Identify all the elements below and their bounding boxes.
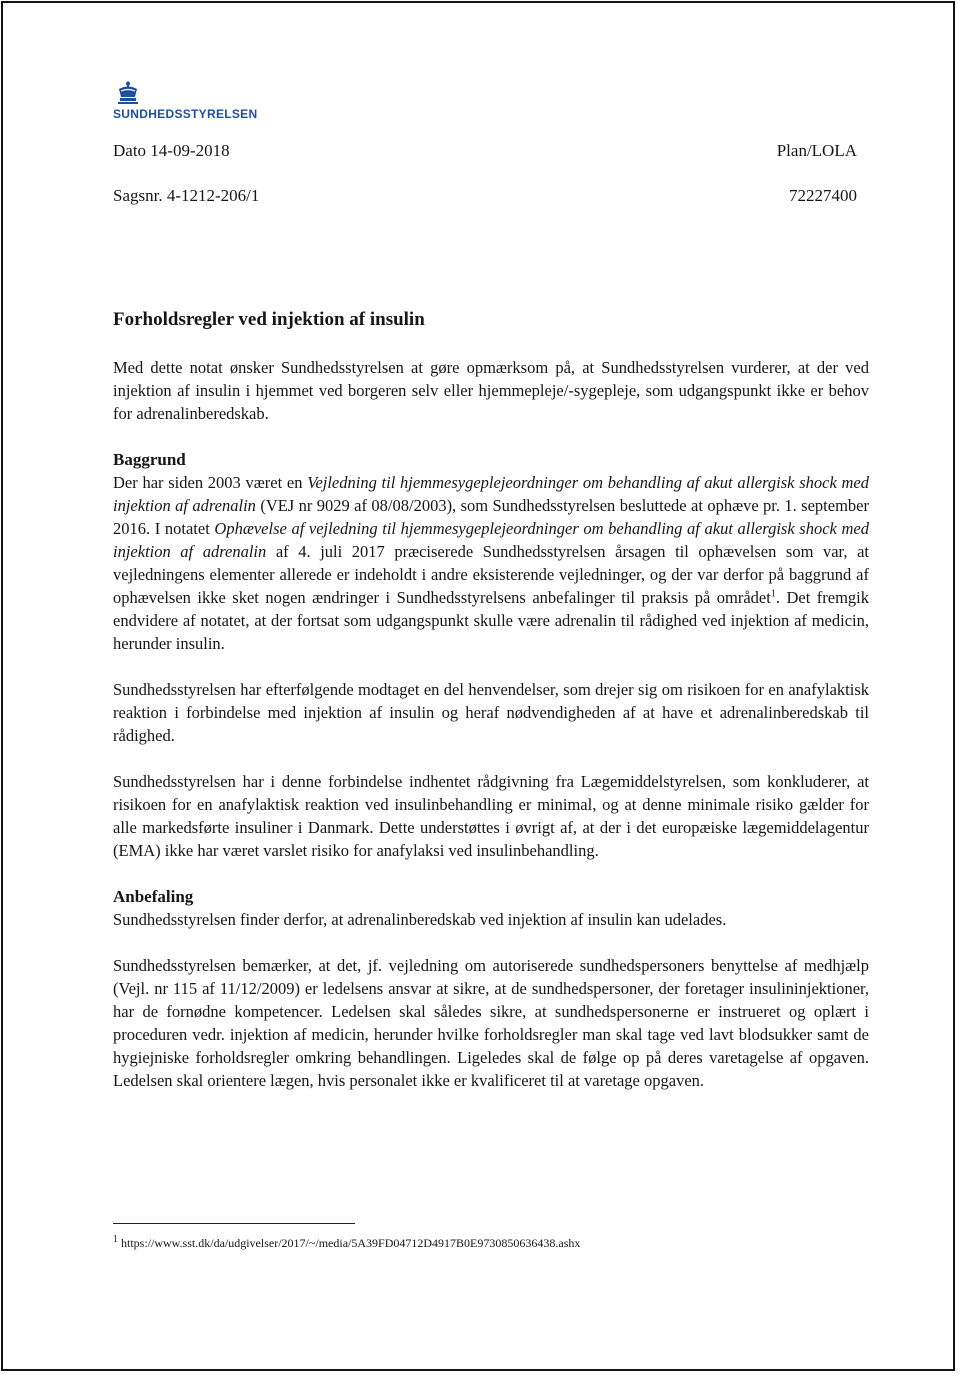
guideline-title-1: Vejledning til hjemmesygeplejeordninger om behandling af akut allergisk shock med injektion af adrenalin — [113, 473, 869, 515]
document-title: Forholdsregler ved injektion af insulin — [113, 309, 425, 330]
case-number: Sagsnr. 4-1212-206/1 — [113, 186, 260, 205]
anbefaling-paragraph-2: Sundhedsstyrelsen bemærker, at det, jf. vejledning om autoriserede sundhedspersoners benyttelse af medhjælp (Vejl. nr 115 af 11/12/2009) er ledelsens ansvar at sikre, at de sundhedspersoner, der foretager insulininjektioner, har de fornødne kompetencer. Ledelsen skal således sikre, at sundhedspersonerne er instrueret og oplært i proceduren vedr. injektion af medicin, herunder hvilke forholdsregler man skal tage ved lavt blodsukker samt de hygiejniske forholdsregler omkring behandlingen. Ligeledes skal de følge op på deres varetagelse af opgaven. Ledelsen skal orientere lægen, hvis personalet ikke er kvalificeret til at varetage opgaven. — [113, 956, 869, 1090]
document-unit: Plan/LOLA — [776, 141, 857, 160]
anbefaling-paragraph-1: Sundhedsstyrelsen finder derfor, at adrenalinberedskab ved injektion af insulin kan udelades. — [113, 910, 727, 929]
footnote: $^1$ https://www.sst.dk/da/udgivelser/2017/~/media/5A39FD04712D4917B0E9730850636438.ashx — [113, 1234, 581, 1250]
heading-anbefaling: Anbefaling — [113, 887, 194, 906]
sundhedsstyrelsen-logo — [113, 81, 257, 121]
footnote-url: https://www.sst.dk/da/udgivelser/2017/~/media/5A39FD04712D4917B0E9730850636438.ashx — [118, 1236, 581, 1250]
document-date: Dato 14-09-2018 — [113, 141, 230, 160]
reference-number: 72227400 — [789, 186, 857, 205]
logo-wordmark: SUNDHEDSSTYRELSEN — [113, 107, 258, 121]
document-body — [113, 356, 869, 1092]
crown-icon — [115, 81, 141, 105]
footnote-divider — [113, 1223, 355, 1224]
baggrund-paragraph-3: Sundhedsstyrelsen har i denne forbindelse indhentet rådgivning fra Lægemiddelstyrelsen, som konkluderer, at risikoen for en anafylaktisk reaktion ved insulinbehandling er minimal, og at denne minimale risiko gælder for alle markedsførte insuliner i Danmark. Dette understøttes i øvrigt af, at der i det europæiske lægemiddelagentur (EMA) ikke har været varslet risiko for anafylaksi ved insulinbehandling. — [113, 772, 869, 860]
heading-baggrund: Baggrund — [113, 450, 186, 469]
footnote-ref: 1 — [770, 588, 776, 600]
baggrund-paragraph-1: Der har siden 2003 været en Vejledning til hjemmesygeplejeordninger om behandling af akut allergisk shock med injektion af adrenalin (VEJ nr 9029 af 08/08/2003), som Sundhedsstyrelsen besluttede at ophæve pr. 1. september 2016. I notatet Ophævelse af vejledning til hjemmesygeplejeordninger om behandling af akut allergisk shock med injektion af adrenalin af 4. juli 2017 præciserede Sundhedsstyrelsen årsagen til ophævelsen som var, at vejledningens elementer allerede er indeholdt i andre eksisterende vejledninger, og der var derfor på baggrund af ophævelsen ikke sket nogen ændringer i Sundhedsstyrelsens anbefalinger til praksis på området$^1$. Det fremgik endvidere af notatet, at der fortsat som udgangspunkt skulle være adrenalin til rådighed ved injektion af medicin, herunder insulin. — [113, 473, 869, 653]
guideline-title-2: Ophævelse af vejledning til hjemmesygeplejeordninger om behandling af akut allergisk shock med injektion af adrenalin — [113, 519, 869, 561]
intro-paragraph: Med dette notat ønsker Sundhedsstyrelsen at gøre opmærksom på, at Sundhedsstyrelsen vurderer, at der ved injektion af insulin i hjemmet ved borgeren selv eller hjemmepleje/-sygepleje, som udgangspunkt ikke er behov for adrenalinberedskab. — [113, 358, 869, 423]
document-page — [1, 1, 955, 1371]
baggrund-paragraph-2: Sundhedsstyrelsen har efterfølgende modtaget en del henvendelser, som drejer sig om risikoen for en anafylaktisk reaktion i forbindelse med injektion af insulin og heraf nødvendigheden af at have et adrenalinberedskab til rådighed. — [113, 680, 869, 745]
